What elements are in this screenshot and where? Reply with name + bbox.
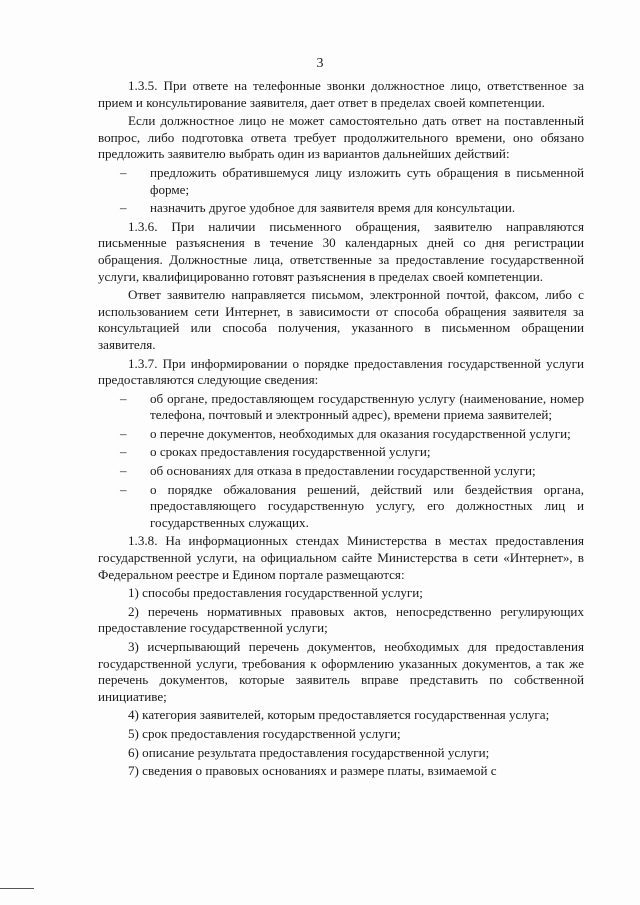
list-item — [98, 482, 584, 532]
paragraph-1-3-6: 1.3.6. При наличии письменного обращения, заявителю направляются письменные разъяснения в течение 30 календарных дней со дня регистрации обращения. Должностные лица, ответственные за предоставление государственной услуги, квалифицированно готовят разъяснения в пределах своей компетенции. — [98, 218, 584, 284]
list-dash: – — [120, 164, 127, 180]
page-number: 3 — [316, 56, 324, 71]
numbered-item-3: 3) исчерпывающий перечень документов, необходимых для предоставления государственной услуги, требования к оформлению указанных документов, а так же перечень документов, которые заявитель вправе представить по собственной инициативе; — [98, 639, 584, 704]
list-item — [98, 463, 584, 480]
paragraph-1-3-5: 1.3.5. При ответе на телефонные звонки должностное лицо, ответственное за прием и консультирование заявителя, дает ответ в пределах своей компетенции. — [98, 78, 584, 110]
list-item-text: о перечне документов, необходимых для оказания государственной услуги; — [150, 425, 571, 441]
numbered-item-5: 5) срок предоставления государственной услуги; — [128, 725, 401, 741]
list-item-text: назначить другое удобное для заявителя время для консультации. — [150, 200, 516, 216]
list-item — [98, 444, 584, 461]
paragraph-1-3-8: 1.3.8. На информационных стендах Министерства в местах предоставления государственной услуги, на официальном сайте Министерства в сети «Интернет», в Федеральном реестре и Едином портале размещаются: — [98, 533, 584, 582]
list-dash: – — [120, 390, 127, 406]
numbered-item-2: 2) перечень нормативных правовых актов, непосредственно регулирующих предоставление государственной услуги; — [98, 603, 584, 636]
list-dash: – — [120, 481, 127, 497]
numbered-item-6: 6) описание результата предоставления государственной услуги; — [128, 744, 490, 760]
list-dash: – — [120, 425, 127, 441]
numbered-item-7: 7) сведения о правовых основаниях и размере платы, взимаемой с — [128, 763, 497, 779]
numbered-item-1: 1) способы предоставления государственной услуги; — [128, 585, 423, 601]
list-item-text: о сроках предоставления государственной услуги; — [150, 444, 431, 460]
footnote-separator — [0, 888, 34, 889]
list-dash: – — [120, 444, 127, 460]
list-dash: – — [120, 200, 127, 216]
list-item-text: предложить обратившемуся лицу изложить суть обращения в письменной форме; — [150, 164, 584, 197]
list-item-text: об органе, предоставляющем государственную услугу (наименование, номер телефона, почтовый и электронный адрес), времени приема заявителей; — [150, 390, 584, 423]
list-item-text: об основаниях для отказа в предоставлении государственной услуги; — [150, 463, 536, 479]
paragraph-1-3-5-continued: Если должностное лицо не может самостоятельно дать ответ на поставленный вопрос, либо подготовка ответа требует продолжительного времени, оно обязано предложить заявителю выбрать один из вариантов дальнейших действий: — [98, 113, 584, 162]
list-dash: – — [120, 463, 127, 479]
list-item — [98, 426, 584, 443]
list-item — [98, 165, 584, 198]
list-item-text: о порядке обжалования решений, действий или бездействия органа, предоставляющего государственную услугу, его должностных лиц и государственных служащих. — [150, 481, 584, 530]
numbered-item-4: 4) категория заявителей, которым предоставляется государственная услуга; — [128, 707, 550, 723]
paragraph-1-3-7: 1.3.7. При информировании о порядке предоставления государственной услуги предоставляются следующие сведения: — [98, 355, 584, 388]
list-item — [98, 391, 584, 424]
list-item — [98, 200, 584, 217]
paragraph-1-3-6-continued: Ответ заявителю направляется письмом, электронной почтой, факсом, либо с использованием сети Интернет, в зависимости от способа обращения заявителя за консультацией или способа получения, указанного в письменном обращении заявителя. — [98, 287, 584, 352]
document-body — [98, 78, 584, 782]
